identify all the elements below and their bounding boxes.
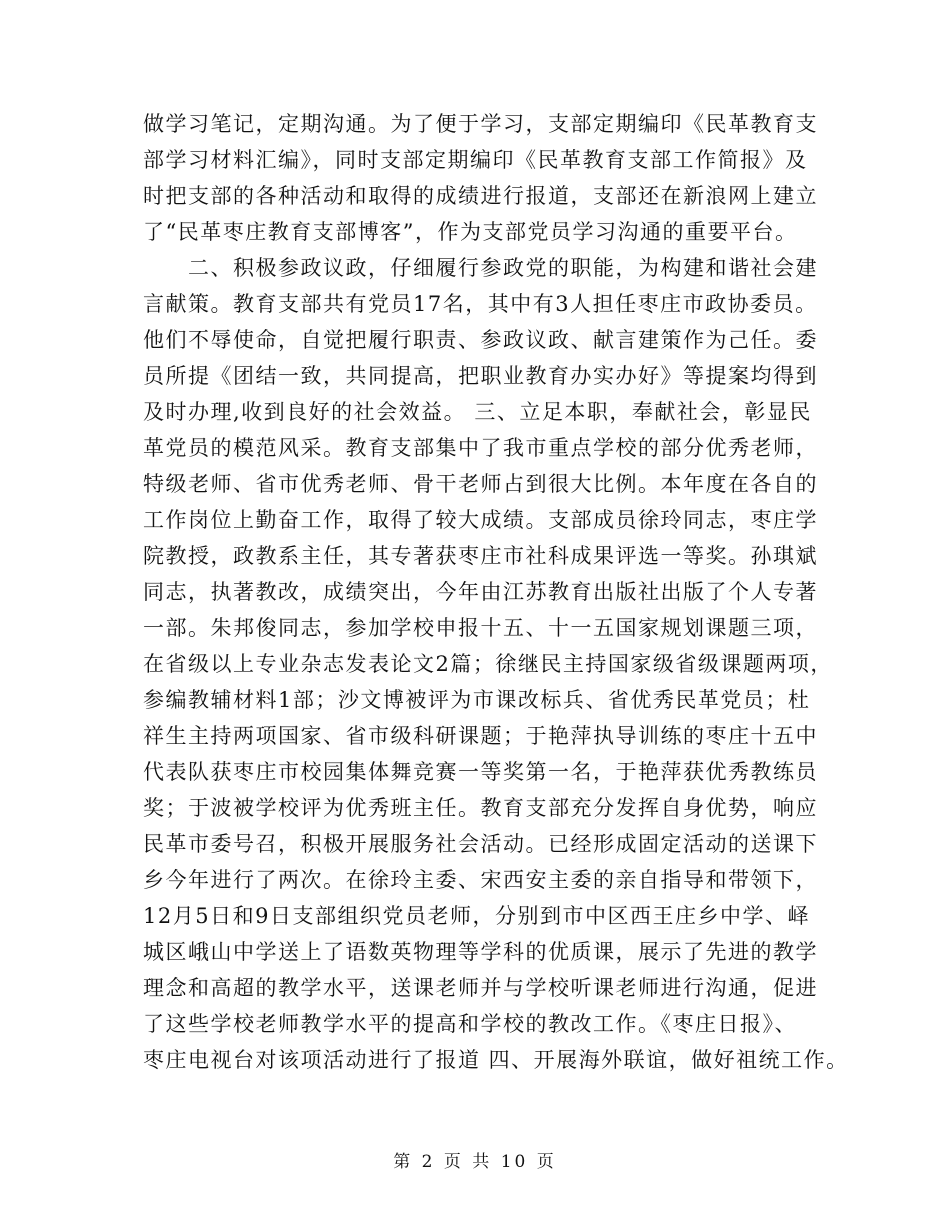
text-line: 12月5日和9日支部组织党员老师，分别到市中区西王庄乡中学、峄	[143, 904, 810, 928]
text-line: 二、积极参政议政，仔细履行参政党的职能，为构建和谐社会建	[143, 256, 818, 280]
text-line: 时把支部的各种活动和取得的成绩进行报道，支部还在新浪网上建立	[143, 184, 818, 208]
page-number-footer: 第 2 页 共 10 页	[393, 1152, 557, 1172]
text-line: 言献策。教育支部共有党员17名，其中有3人担任枣庄市政协委员。	[143, 292, 818, 316]
text-line: 祥生主持两项国家、省市级科研课题；于艳萍执导训练的枣庄十五中	[143, 724, 818, 748]
text-line: 员所提《团结一致，共同提高，把职业教育办实办好》等提案均得到	[143, 364, 818, 388]
text-line: 及时办理,收到良好的社会效益。 三、立足本职，奉献社会，彰显民	[143, 400, 812, 424]
text-line: 民革市委号召，积极开展服务社会活动。已经形成固定活动的送课下	[143, 832, 818, 856]
text-line: 代表队获枣庄市校园集体舞竞赛一等奖第一名，于艳萍获优秀教练员	[143, 760, 818, 784]
text-line: 革党员的模范风采。教育支部集中了我市重点学校的部分优秀老师，	[143, 436, 818, 460]
text-line: 奖；于波被学校评为优秀班主任。教育支部充分发挥自身优势，响应	[143, 796, 818, 820]
text-line: 在省级以上专业杂志发表论文2篇；徐继民主持国家级省级课题两项，	[143, 652, 833, 676]
body-text	[143, 106, 849, 1078]
text-line: 院教授，政教系主任，其专著获枣庄市社科成果评选一等奖。孙琪斌	[143, 544, 818, 568]
text-line: 了“民革枣庄教育支部博客”，作为支部党员学习沟通的重要平台。	[143, 220, 798, 244]
text-line: 特级老师、省市优秀老师、骨干老师占到很大比例。本年度在各自的	[143, 472, 818, 496]
text-line: 他们不辱使命，自觉把履行职责、参政议政、献言建策作为己任。委	[143, 328, 818, 352]
text-line: 理念和高超的教学水平，送课老师并与学校听课老师进行沟通，促进	[143, 976, 818, 1000]
text-line: 枣庄电视台对该项活动进行了报道 四、开展海外联谊，做好祖统工作。	[143, 1048, 849, 1072]
text-line: 部学习材料汇编》，同时支部定期编印《民革教育支部工作简报》及	[143, 148, 808, 172]
text-line: 同志，执著教改，成绩突出，今年由江苏教育出版社出版了个人专著	[143, 580, 818, 604]
text-line: 一部。朱邦俊同志，参加学校申报十五、十一五国家规划课题三项，	[143, 616, 818, 640]
text-line: 做学习笔记，定期沟通。为了便于学习，支部定期编印《民革教育支	[143, 112, 818, 136]
text-line: 参编教辅材料1部；沙文博被评为市课改标兵、省优秀民革党员；杜	[143, 688, 811, 712]
text-line: 乡今年进行了两次。在徐玲主委、宋西安主委的亲自指导和带领下，	[143, 868, 818, 892]
text-line: 工作岗位上勤奋工作，取得了较大成绩。支部成员徐玲同志，枣庄学	[143, 508, 818, 532]
text-line: 了这些学校老师教学水平的提高和学校的教改工作。《枣庄日报》、	[143, 1012, 797, 1036]
text-line: 城区峨山中学送上了语数英物理等学科的优质课，展示了先进的教学	[143, 940, 818, 964]
